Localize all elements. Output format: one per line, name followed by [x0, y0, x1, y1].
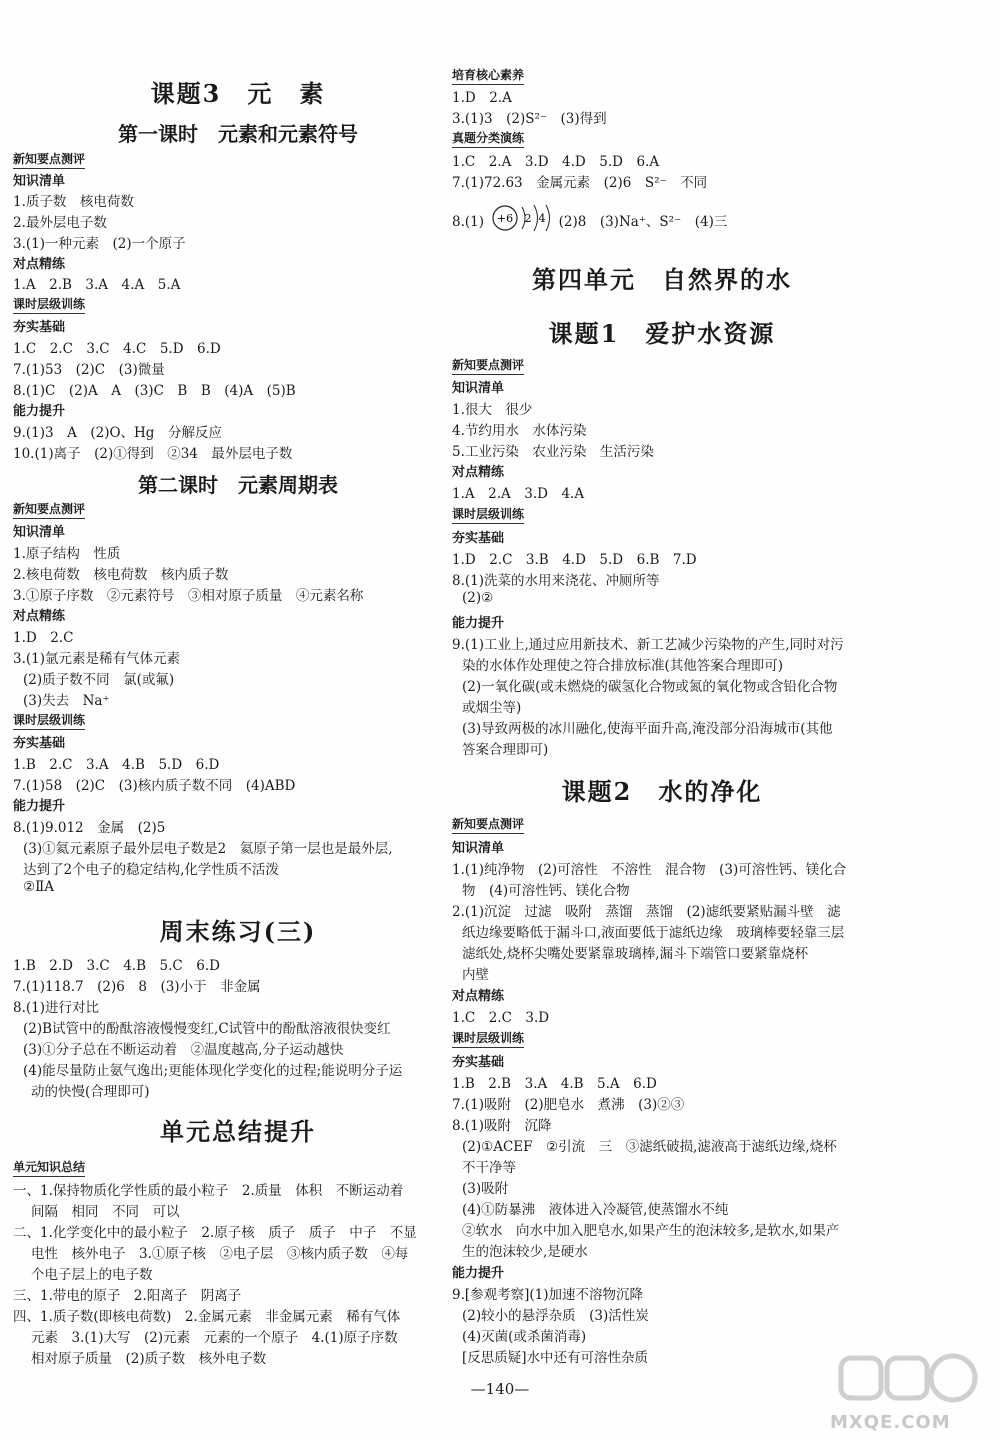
answer-line: [反思质疑]水中还有可溶性杂质: [462, 1350, 649, 1366]
answer-line: 元素 3.(1)大写 (2)元素 元素的一个原子 4.(1)原子序数: [31, 1330, 398, 1346]
section-heading: 课时层级训练: [452, 1029, 524, 1048]
answer-line: 电性 核外电子 3.①原子核 ②电子层 ③核内质子数 ④每: [31, 1246, 409, 1262]
answer-line: (4)能尽量防止氨气逸出;更能体现化学变化的过程;能说明分子运: [23, 1063, 403, 1079]
section-heading: 新知要点测评: [452, 356, 524, 375]
answer-line: (3)导致两极的冰川融化,使海平面升高,淹没部分沿海城市(其他: [462, 721, 833, 737]
section-heading: 单元知识总结: [13, 1158, 85, 1177]
section-heading: 新知要点测评: [452, 815, 524, 834]
section-heading: 新知要点测评: [13, 500, 85, 519]
answer-line: 二、1.化学变化中的最小粒子 2.原子核 质子 质子 中子 不显: [13, 1225, 417, 1241]
atom-prefix: 8.(1): [452, 214, 485, 230]
answer-line: 8.(1)9.012 金属 (2)5: [13, 820, 166, 836]
answer-line: 生的泡沫较少,是硬水: [462, 1244, 588, 1260]
section-heading: 真题分类演练: [452, 129, 524, 148]
subsection-heading: 能力提升: [13, 799, 66, 814]
answer-line: ②ⅡA: [23, 879, 55, 895]
answer-line: 9.(1)3 A (2)O、Hg 分解反应: [13, 425, 222, 441]
answer-line: 9.[参观考察](1)加速不溶物沉降: [452, 1287, 644, 1303]
shell-electrons-1: 2: [524, 211, 532, 225]
weekend-title: 周末练习(三): [159, 917, 317, 946]
answer-line: 1.很大 很少: [452, 402, 533, 418]
answer-line: 或烟尘等): [462, 700, 522, 716]
subsection-heading: 夯实基础: [13, 736, 66, 751]
answer-line: 2.(1)沉淀 过滤 吸附 蒸馏 蒸馏 (2)滤纸要紧贴漏斗壁 滤: [452, 904, 841, 920]
subsection-heading: 知识清单: [452, 841, 505, 856]
answer-line: 个电子层上的电子数: [31, 1267, 153, 1283]
answer-line: 1.(1)纯净物 (2)可溶性 不溶性 混合物 (3)可溶性钙、镁化合: [452, 862, 847, 878]
answer-line: 1.D 2.C 3.B 4.D 5.D 6.B 7.D: [452, 552, 697, 568]
subsection-heading: 能力提升: [452, 1266, 505, 1281]
answer-line: (2)②: [462, 590, 494, 606]
period-title: 第一课时 元素和元素符号: [118, 122, 358, 146]
answer-line: 3.(1)一种元素 (2)一个原子: [13, 236, 186, 252]
answer-line: 内壁: [462, 967, 489, 983]
answer-line: 7.(1)118.7 (2)6 8 (3)小于 非金属: [13, 979, 261, 995]
subsection-heading: 对点精练: [452, 465, 505, 480]
section-heading: 课时层级训练: [452, 505, 524, 524]
watermark-text: MXQE.COM: [830, 1412, 951, 1433]
answer-line: 7.(1)53 (2)C (3)微量: [13, 362, 165, 378]
answer-line: (2)较小的悬浮杂质 (3)活性炭: [462, 1308, 649, 1324]
answer-line: (3)吸附: [462, 1181, 509, 1197]
answer-line: 动的快慢(合理即可): [31, 1084, 150, 1100]
answer-line: 1.C 2.C 3.D: [452, 1010, 550, 1026]
period-title: 第二课时 元素周期表: [138, 473, 338, 497]
answer-line: 三、1.带电的原子 2.阳离子 阴离子: [13, 1288, 242, 1304]
answer-line: 7.(1)58 (2)C (3)核内质子数不同 (4)ABD: [13, 778, 296, 794]
shell-electrons-2: 4: [538, 211, 546, 225]
answer-line: 8.(1)洗菜的水用来浇花、冲厕所等: [452, 573, 660, 589]
answer-line: 达到了2个电子的稳定结构,化学性质不活泼: [23, 862, 279, 878]
answer-line: (3)失去 Na⁺: [23, 693, 110, 709]
answer-line: 3.(1)3 (2)S²⁻ (3)得到: [452, 111, 607, 127]
answer-line: 5.工业污染 农业污染 生活污染: [452, 444, 654, 460]
answer-line: 不干净等: [462, 1160, 516, 1176]
answer-line: 答案合理即可): [462, 742, 549, 758]
subsection-heading: 知识清单: [13, 525, 66, 540]
answer-line: 物 (4)可溶性钙、镁化合物: [462, 883, 630, 899]
answer-line: 3.①原子序数 ②元素符号 ③相对原子质量 ④元素名称: [13, 588, 364, 604]
answer-line: (2)质子数不同 氯(或氟): [23, 672, 175, 688]
unit-title: 第四单元 自然界的水: [532, 265, 792, 294]
answer-line: ②软水 向水中加入肥皂水,如果产生的泡沫较多,是软水,如果产: [462, 1223, 840, 1239]
answer-line: 2.核电荷数 核电荷数 核内质子数: [13, 567, 229, 583]
answer-line: 1.C 2.A 3.D 4.D 5.D 6.A: [452, 154, 660, 170]
answer-line: (3)①氦元素原子最外层电子数是2 氦原子第一层也是最外层,: [23, 841, 393, 857]
lesson-title: 课题1 爱护水资源: [548, 319, 776, 348]
answer-line: (3)①分子总在不断运动着 ②温度越高,分子运动越快: [23, 1042, 344, 1058]
answer-line: 相对原子质量 (2)质子数 核外电子数: [31, 1351, 267, 1367]
lesson-title: 课题2 水的净化: [561, 777, 763, 806]
answer-line: 1.A 2.A 3.D 4.A: [452, 486, 585, 502]
answer-line: 1.质子数 核电荷数: [13, 194, 134, 210]
atom-structure-diagram: [488, 201, 554, 235]
atom-suffix: (2)8 (3)Na⁺、S²⁻ (4)三: [558, 214, 728, 230]
answer-line: 4.节约用水 水体污染: [452, 423, 587, 439]
answer-line: 8.(1)进行对比: [13, 1000, 100, 1016]
subsection-heading: 对点精练: [13, 257, 66, 272]
subsection-heading: 能力提升: [452, 616, 505, 631]
answer-line: 9.(1)工业上,通过应用新技术、新工艺减少污染物的产生,同时对污: [452, 637, 844, 653]
subsection-heading: 能力提升: [13, 404, 66, 419]
answer-line: 1.原子结构 性质: [13, 546, 121, 562]
answer-line: 10.(1)离子 (2)①得到 ②34 最外层电子数: [13, 446, 293, 462]
answer-line: (4)灭菌(或杀菌消毒): [462, 1329, 587, 1345]
answer-line: 一、1.保持物质化学性质的最小粒子 2.质量 体积 不断运动着: [13, 1183, 404, 1199]
nucleus-label: +6: [497, 211, 514, 225]
lesson-title: 课题3 元 素: [150, 79, 326, 108]
subsection-heading: 夯实基础: [13, 320, 66, 335]
subsection-heading: 对点精练: [452, 989, 505, 1004]
section-heading: 课时层级训练: [13, 295, 85, 314]
section-heading: 新知要点测评: [13, 150, 85, 169]
answer-line: 8.(1)C (2)A A (3)C B B (4)A (5)B: [13, 383, 296, 399]
subsection-heading: 知识清单: [13, 174, 66, 189]
answer-line: 8.(1)吸附 沉降: [452, 1118, 552, 1134]
answer-line: 3.(1)氩元素是稀有气体元素: [13, 651, 181, 667]
section-heading: 培育核心素养: [452, 66, 524, 85]
answer-line: 1.C 2.C 3.C 4.C 5.D 6.D: [13, 341, 221, 357]
summary-title: 单元总结提升: [160, 1117, 316, 1146]
answer-line: 7.(1)吸附 (2)肥皂水 煮沸 (3)②③: [452, 1097, 685, 1113]
answer-line: 1.B 2.C 3.A 4.B 5.D 6.D: [13, 757, 220, 773]
subsection-heading: 夯实基础: [452, 531, 505, 546]
answer-line: 间隔 相同 不同 可以: [31, 1204, 180, 1220]
subsection-heading: 知识清单: [452, 381, 505, 396]
answer-line-atom: [452, 210, 727, 235]
answer-line: 1.B 2.D 3.C 4.B 5.C 6.D: [13, 958, 220, 974]
page-number: —140—: [470, 1380, 530, 1398]
answer-line: 1.D 2.A: [452, 90, 512, 106]
section-heading: 课时层级训练: [13, 711, 85, 730]
answer-line: 四、1.质子数(即核电荷数) 2.金属元素 非金属元素 稀有气体: [13, 1309, 401, 1325]
answer-line: 滤纸处,烧杯尖嘴处要紧靠玻璃棒,漏斗下端管口要紧靠烧杯: [462, 946, 809, 962]
answer-line: 染的水体作处理使之符合排放标准(其他答案合理即可): [462, 658, 784, 674]
answer-line: 1.D 2.C: [13, 630, 74, 646]
subsection-heading: 对点精练: [13, 609, 66, 624]
answer-line: 纸边缘要略低于漏斗口,液面要低于滤纸边缘 玻璃棒要轻靠三层: [462, 925, 845, 941]
answer-line: 7.(1)72.63 金属元素 (2)6 S²⁻ 不同: [452, 175, 708, 191]
answer-line: (4)①防暴沸 液体进入冷凝管,使蒸馏水不纯: [462, 1202, 729, 1218]
answer-line: 1.B 2.B 3.A 4.B 5.A 6.D: [452, 1076, 657, 1092]
answer-line: (2)一氧化碳(或未燃烧的碳氢化合物或氮的氧化物或含铅化合物: [462, 679, 838, 695]
answer-line: 1.A 2.B 3.A 4.A 5.A: [13, 277, 181, 293]
answer-line: (2)①ACEF ②引流 三 ③滤纸破损,滤液高于滤纸边缘,烧杯: [462, 1139, 837, 1155]
answer-line: (2)B试管中的酚酞溶液慢慢变红,C试管中的酚酞溶液很快变红: [23, 1021, 391, 1037]
subsection-heading: 夯实基础: [452, 1055, 505, 1070]
answer-line: 2.最外层电子数: [13, 215, 107, 231]
